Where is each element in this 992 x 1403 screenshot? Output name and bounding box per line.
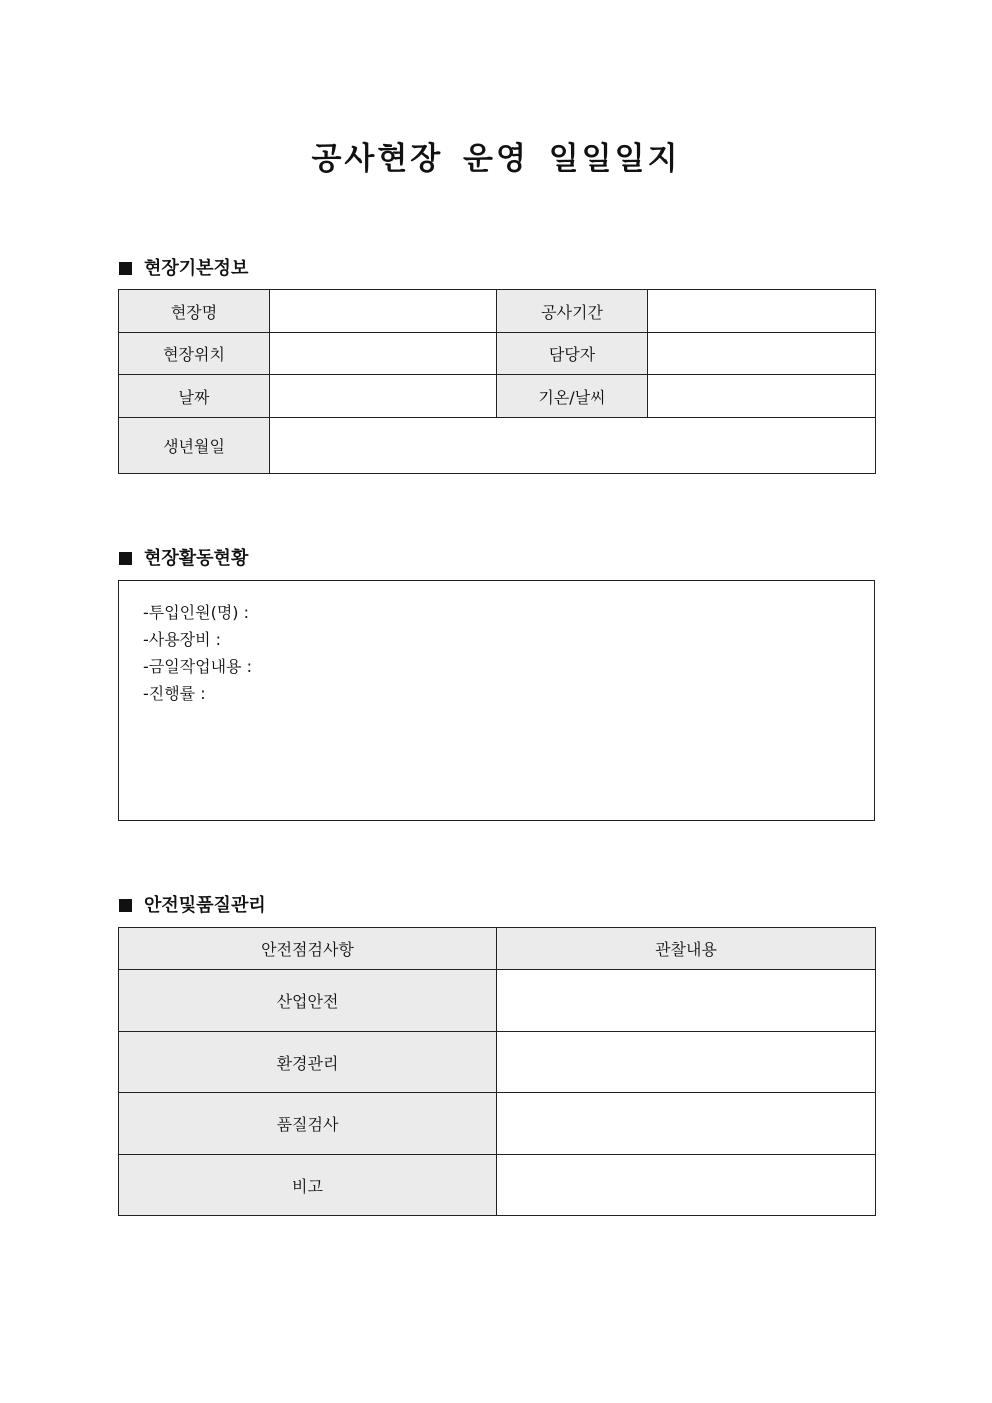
site-name-field[interactable] (270, 290, 497, 333)
basic-info-table (118, 289, 876, 474)
date-field[interactable] (270, 375, 497, 418)
weather-field[interactable] (648, 375, 876, 418)
birth-field[interactable] (270, 418, 876, 474)
section-heading-safety (119, 891, 266, 917)
section-heading-activity (119, 544, 248, 570)
row-label-environment: 환경관리 (119, 1032, 497, 1093)
square-bullet-icon (119, 552, 132, 565)
activity-line-workers: -투입인원(명) : (143, 603, 250, 622)
label-site-name: 현장명 (119, 290, 270, 333)
section-heading-label: 현장활동현황 (144, 548, 249, 569)
activity-line-progress: -진행률 : (143, 684, 206, 703)
activity-box[interactable] (118, 580, 875, 821)
section-heading-label: 현장기본정보 (144, 258, 249, 279)
label-birth: 생년월일 (119, 418, 270, 474)
section-heading-basic-info (119, 254, 248, 280)
row-label-quality-inspection: 품질검사 (119, 1093, 497, 1155)
safety-quality-table (118, 927, 876, 1216)
quality-inspection-field[interactable] (497, 1093, 876, 1155)
period-field[interactable] (648, 290, 876, 333)
industrial-safety-field[interactable] (497, 970, 876, 1032)
label-manager: 담당자 (497, 333, 648, 375)
square-bullet-icon (119, 262, 132, 275)
activity-line-equipment: -사용장비 : (143, 630, 222, 649)
manager-field[interactable] (648, 333, 876, 375)
row-label-remarks: 비고 (119, 1155, 497, 1216)
remarks-field[interactable] (497, 1155, 876, 1216)
column-header-inspection: 안전점검사항 (119, 928, 497, 970)
row-label-industrial-safety: 산업안전 (119, 970, 497, 1032)
section-heading-label: 안전및품질관리 (144, 895, 266, 916)
square-bullet-icon (119, 899, 132, 912)
label-period: 공사기간 (497, 290, 648, 333)
column-header-observation: 관찰내용 (497, 928, 876, 970)
activity-line-work-content: -금일작업내용 : (143, 657, 252, 676)
location-field[interactable] (270, 333, 497, 375)
environment-field[interactable] (497, 1032, 876, 1093)
page-title: 공사현장 운영 일일일지 (311, 141, 681, 177)
label-date: 날짜 (119, 375, 270, 418)
label-location: 현장위치 (119, 333, 270, 375)
label-weather: 기온/날씨 (497, 375, 648, 418)
